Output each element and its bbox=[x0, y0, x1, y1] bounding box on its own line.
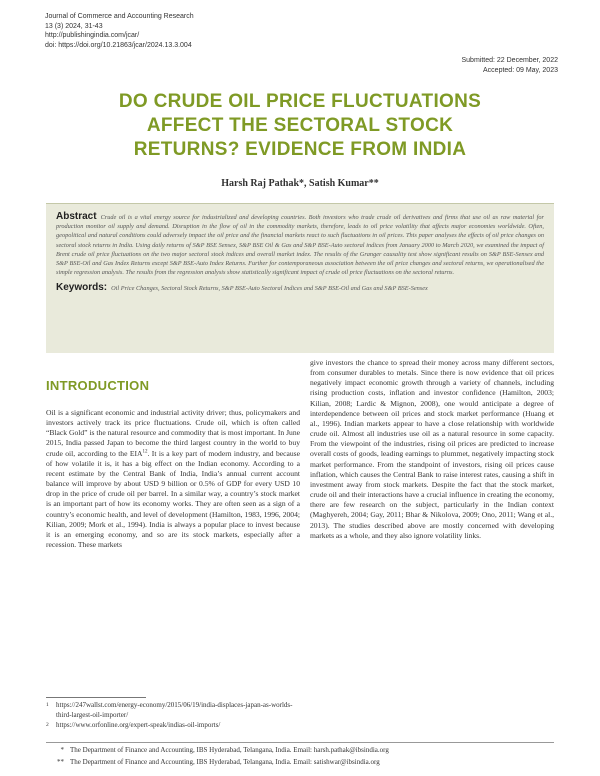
footnote-ref[interactable]: 12 bbox=[142, 449, 148, 455]
affiliation-2 bbox=[46, 758, 380, 767]
submission-dates bbox=[461, 56, 558, 75]
footnote-1-link[interactable]: https://247wallst.com/energy-economy/2015/06/19/india-displaces-japan-as-worlds-third-largest-oil-importer/ bbox=[56, 701, 293, 719]
abstract-label: Abstract bbox=[56, 211, 97, 222]
title-line-3: RETURNS? EVIDENCE FROM INDIA bbox=[133, 139, 467, 160]
author-list: Harsh Raj Pathak*, Satish Kumar** bbox=[221, 178, 379, 189]
footnote-divider bbox=[46, 697, 146, 698]
footnote-2-link[interactable]: https://www.orfonline.org/expert-speak/indias-oil-imports/ bbox=[56, 721, 221, 729]
journal-issue: 13 (3) 2024, 31-43 bbox=[45, 22, 103, 30]
abstract-box bbox=[46, 203, 554, 353]
journal-header bbox=[45, 12, 194, 50]
footnote-1 bbox=[46, 701, 300, 720]
affiliation-1 bbox=[46, 746, 389, 755]
intro-left-column bbox=[46, 408, 300, 550]
affiliation-divider bbox=[46, 742, 554, 743]
paper-title bbox=[40, 90, 560, 162]
section-heading-introduction: INTRODUCTION bbox=[46, 378, 150, 393]
abstract bbox=[56, 212, 544, 277]
footnote-2 bbox=[46, 721, 300, 731]
title-line-1: DO CRUDE OIL PRICE FLUCTUATIONS bbox=[118, 91, 482, 112]
affiliation-2-mark: ** bbox=[57, 758, 64, 766]
affiliation-1-text: The Department of Finance and Accounting, IBS Hyderabad, Telangana, India. Email: harsh.pathak@ibsindia.org bbox=[70, 746, 389, 754]
affiliation-1-mark: * bbox=[60, 746, 64, 754]
journal-url-link[interactable]: http://publishingindia.com/jcar/ bbox=[45, 32, 140, 39]
accepted-date: Accepted: 09 May, 2023 bbox=[483, 66, 558, 74]
keywords bbox=[56, 283, 544, 293]
journal-name: Journal of Commerce and Accounting Research bbox=[45, 13, 194, 20]
intro-right-column: give investors the chance to spread their money across many different sectors, from consumer durables to metals. Since there is now evidence that oil prices negatively impact economic growth through a variety of channels, including rising production costs, inflation and investor confidence (Hamilton, 2003; Kilian, 2008; Lardic & Mignon, 2008), one would anticipate a degree of interdependence between oil prices and stock market performance (Huang et al., 1996). Indian markets appear to have a close relationship with worldwide crude oil. Almost all industries use oil as a natural resource in some capacity. From the viewpoint of the industries, rising oil prices are predicted to increase overall costs of goods, leading earnings to plummet, negatively impacting stock market performance. From the standpoint of investors, rising oil prices cause inflation, which causes the Central Bank to raise interest rates, causing a shift in investment away from stock markets. Despite the fact that the stock market, crude oil and their interactions have a crucial influence in creating the economy, there are few research on the subject, particularly in the Indian context (Maghyereh, 2004; Gay, 2011; Bhar & Nikolova, 2009; Ono, 2011; Wang et al., 2013). The studies described above are mostly concerned with developing markets as a whole, and they also ignore volatility links. bbox=[310, 358, 554, 540]
abstract-text: Crude oil is a vital energy source for industrialized and developing countries. Both investors who trade crude oil derivatives and firms that use oil as raw material for production monitor oil supply and demand. Disruption in the flow of oil in the commodity markets, therefore, leads to oil price volatility that affects major economies worldwide. Often, geopolitical and natural conditions could adversely impact the oil price and the financial markets react to such fluctuations in oil prices. This paper analyses the effects of oil price changes on sectoral stock returns in India. Using daily returns of S&P BSE Sensex, S&P BSE Oil & Gas and S&P BSE-Auto sectoral indices from January 2000 to March 2020, we examined the impact of Brent crude oil price fluctuations on the two major sectoral stock indices and overall market index. The results of the Granger causality test show significant results on S&P BSE-Sensex and S&P BSE-Oil and Gas Index Returns except S&P BSE-Auto Index Returns. Further for contemporaneous association between the oil price changes and sectoral returns, we operationalised the simple regression analysis. The results from the regression analysis show statistically significant impact of crude oil price fluctuations on the sectoral returns. bbox=[56, 214, 544, 277]
footnote-1-number: 1 bbox=[46, 702, 49, 708]
intro-text-b: . It is a key part of modern industry, and because of how volatile it is, it has a big effect on the Indian economy. According to a recent estimate by the Central Bank of India, India’s annual current account balance will improve by about USD 9 billion or 0.5% of GDP for every USD 10 drop in the price of crude oil per barrel. In a similar way, a country’s stock market is an important part of how its economy works. They are often seen as a sign of a country’s economic health, and level of development (Hamilton, 1983, 1996, 2004; Kilian, 2009; Mork et al., 1994). India is always a popular place to invest because it is an emerging economy, and so are its stock markets, especially after a recession. These markets bbox=[46, 448, 300, 550]
submitted-date: Submitted: 22 December, 2022 bbox=[461, 57, 558, 64]
footnote-2-number: 2 bbox=[46, 722, 49, 728]
keywords-text: Oil Price Changes, Sectoral Stock Returns, S&P BSE-Auto Sectoral Indices and S&P BSE-Oil and Gas and S&P BSE-Sensex bbox=[111, 285, 428, 293]
intro-text-a: Oil is a significant economic and industrial activity driver; thus, policymakers and investors actively track its price fluctuations. Crude oil, which is often called “Black Gold” is the natural resource and commodity that is most important. In June 2015, India passed Japan to become the third largest country in the world to buy crude oil, according to the EIA bbox=[46, 408, 300, 458]
title-line-2: AFFECT THE SECTORAL STOCK bbox=[146, 115, 454, 136]
doi-link[interactable]: doi: https://doi.org/10.21863/jcar/2024.13.3.004 bbox=[45, 41, 192, 49]
keywords-label: Keywords: bbox=[56, 282, 108, 294]
affiliation-2-text: The Department of Finance and Accounting, IBS Hyderabad, Telangana, India. Email: satishwar@ibsindia.org bbox=[70, 758, 380, 766]
